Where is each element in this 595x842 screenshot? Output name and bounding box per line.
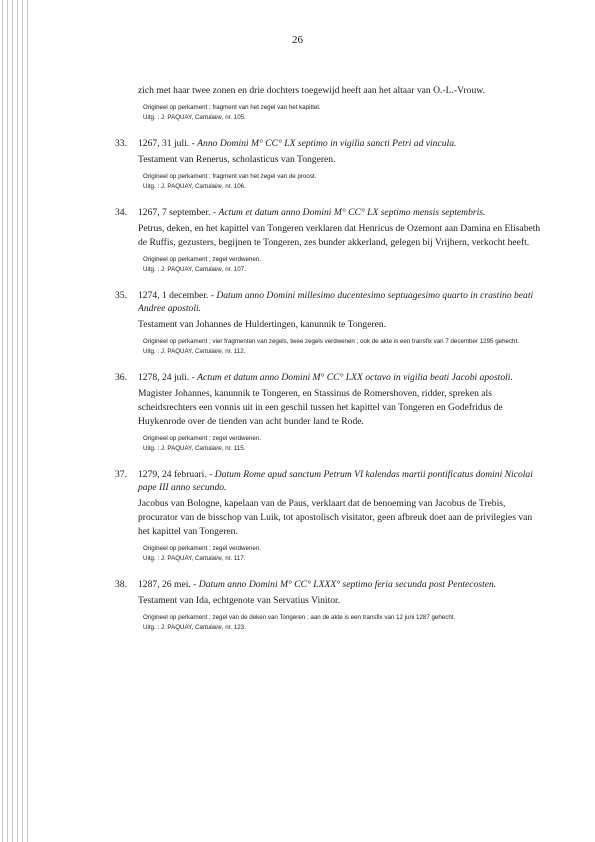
entry-heading-text: [138, 468, 545, 494]
edition-suffix: , nr. 123.: [221, 624, 246, 631]
entry-note-edition: [143, 444, 545, 454]
entry-note-edition: [143, 554, 545, 564]
edition-title: Cartulaire: [194, 445, 222, 452]
edition-suffix: , nr. 107.: [221, 266, 246, 273]
edition-title: Cartulaire: [194, 266, 222, 273]
entry-heading: [115, 578, 545, 591]
entry-note-origin: Origineel op perkament ; vier fragmenten van zegels, twee zegels verdwenen ; ook de akte is een transfix van 7 december 1295 gehecht.: [143, 338, 519, 345]
edition-suffix: , nr. 106.: [221, 183, 246, 190]
entry-heading-text: [138, 371, 545, 384]
entry-number: 36.: [115, 372, 127, 383]
entry-heading: [115, 371, 545, 384]
entry-number: 37.: [115, 469, 127, 480]
edition-title: Cartulaire: [194, 114, 222, 121]
entry-latin-date: Datum anno Domini millesimo ducentesimo septuagesimo quarto in crastino beati Andree apostoli.: [138, 290, 534, 314]
entry-note: [143, 337, 545, 357]
edition-prefix: Uitg. : J. PAQUAY,: [143, 183, 195, 190]
entry-note-edition: [143, 182, 545, 192]
entry-number: 33.: [115, 138, 127, 149]
intro-note-origin: Origineel op perkament ; fragment van het zegel van het kapittel.: [143, 104, 321, 111]
edition-suffix: , nr. 105.: [221, 114, 246, 121]
entry-date: 1287, 26 mei. -: [138, 579, 199, 590]
entry-heading: [115, 468, 545, 494]
entry-summary: Magister Johannes, kanunnik te Tongeren, en Stassinus de Romershoven, ridder, spreken als scheidsrechters een vonnis uit in een geschil tussen het kapittel van Tongeren en Godefridus de Huykenrode over de tienden van acht bunder land te Rode.: [138, 388, 503, 427]
entry-date: 1267, 7 september. -: [138, 207, 219, 218]
entry-note-origin: Origineel op perkament ; zegel van de deken van Tongeren ; aan de akte is een transfix van 12 juni 1287 gehecht.: [143, 614, 456, 621]
charter-entry: [115, 371, 545, 454]
page-number: 26: [292, 34, 303, 46]
intro-note-edition: [143, 113, 545, 123]
edition-suffix: , nr. 117.: [221, 555, 246, 562]
entry-note-origin: Origineel op perkament ; zegel verdwenen.: [143, 545, 261, 552]
edition-title: Cartulaire: [194, 183, 222, 190]
entry-date: 1278, 24 juli. -: [138, 372, 198, 383]
entry-latin-date: Actum et datum anno Domini M° CC° LXX octavo in vigilia beati Jacobi apostoli.: [197, 372, 513, 383]
entry-summary: Testament van Renerus, scholasticus van Tongeren.: [138, 154, 336, 165]
page-content: [115, 84, 545, 633]
entry-note-origin: Origineel op perkament ; zegel verdwenen.: [143, 256, 261, 263]
entry-number: 34.: [115, 207, 127, 218]
charter-entry: [115, 137, 545, 192]
charter-entry: [115, 468, 545, 564]
intro-block: [115, 84, 545, 123]
edition-title: Cartulaire: [194, 624, 222, 631]
edition-suffix: , nr. 115.: [221, 445, 246, 452]
intro-note: [143, 103, 545, 123]
edition-suffix: , nr. 112.: [221, 348, 246, 355]
entry-note: [143, 434, 545, 454]
entry-summary: Petrus, deken, en het kapittel van Tongeren verklaren dat Henricus de Ozemont aan Damina en Elisabeth de Ruffis, gezusters, begijnen te Tongeren, zes bunder akkerland, gelegen bij Vrijhern, verkocht heeft.: [138, 223, 541, 248]
edition-prefix: Uitg. : J. PAQUAY,: [143, 114, 195, 121]
entry-note-edition: [143, 265, 545, 275]
edition-title: Cartulaire: [194, 348, 222, 355]
entry-latin-date: Anno Domini M° CC° LX septimo in vigilia sancti Petri ad vincula.: [197, 138, 457, 149]
entry-number: 38.: [115, 579, 127, 590]
entry-heading-text: [138, 137, 545, 150]
entry-note: [143, 255, 545, 275]
entry-note: [143, 172, 545, 192]
entry-heading: [115, 206, 545, 219]
entry-number: 35.: [115, 290, 127, 301]
intro-text: zich met haar twee zonen en drie dochters toegewijd heeft aan het altaar van O.-L.-Vrouw.: [138, 85, 485, 96]
edition-prefix: Uitg. : J. PAQUAY,: [143, 624, 195, 631]
entry-note: [143, 613, 545, 633]
entry-date: 1274, 1 december. -: [138, 290, 217, 301]
edition-prefix: Uitg. : J. PAQUAY,: [143, 555, 195, 562]
entry-note-edition: [143, 623, 545, 633]
entry-summary: Jacobus van Bologne, kapelaan van de Paus, verklaart dat de benoeming van Jacobus de Trebis, procurator van de bisschop van Luik, tot apostolisch visitator, geen afbreuk doet aan de privilegies van het kapittel van Tongeren.: [138, 498, 533, 537]
entry-note-origin: Origineel op perkament ; zegel verdwenen.: [143, 435, 261, 442]
entry-latin-date: Datum Rome apud sanctum Petrum VI kalendas martii pontificatus domini Nicolai pape III anno secundo.: [138, 469, 533, 493]
edition-prefix: Uitg. : J. PAQUAY,: [143, 348, 195, 355]
charter-entry: [115, 578, 545, 633]
entry-heading: [115, 137, 545, 150]
entry-latin-date: Datum anno Domini M° CC° LXXX° septimo feria secunda post Pentecosten.: [198, 579, 497, 590]
entry-date: 1279, 24 februari. -: [138, 469, 215, 480]
entry-heading-text: [138, 578, 545, 591]
entry-heading: [115, 289, 545, 315]
entry-latin-date: Actum et datum anno Domini M° CC° LX septimo mensis septembris.: [218, 207, 486, 218]
entry-summary: Testament van Johannes de Huldertingen, kanunnik te Tongeren.: [138, 319, 387, 330]
entry-heading-text: [138, 206, 545, 219]
charter-entry: [115, 289, 545, 357]
page-edge-stack: [0, 0, 30, 842]
edition-prefix: Uitg. : J. PAQUAY,: [143, 445, 195, 452]
edition-prefix: Uitg. : J. PAQUAY,: [143, 266, 195, 273]
entry-summary: Testament van Ida, echtgenote van Servatius Vinitor.: [138, 595, 341, 606]
entry-date: 1267, 31 juli. -: [138, 138, 198, 149]
edition-title: Cartulaire: [194, 555, 222, 562]
charter-entry: [115, 206, 545, 275]
entry-note-edition: [143, 347, 545, 357]
entry-heading-text: [138, 289, 545, 315]
entry-note-origin: Origineel op perkament ; fragment van het zegel van de proost.: [143, 173, 317, 180]
entry-note: [143, 544, 545, 564]
